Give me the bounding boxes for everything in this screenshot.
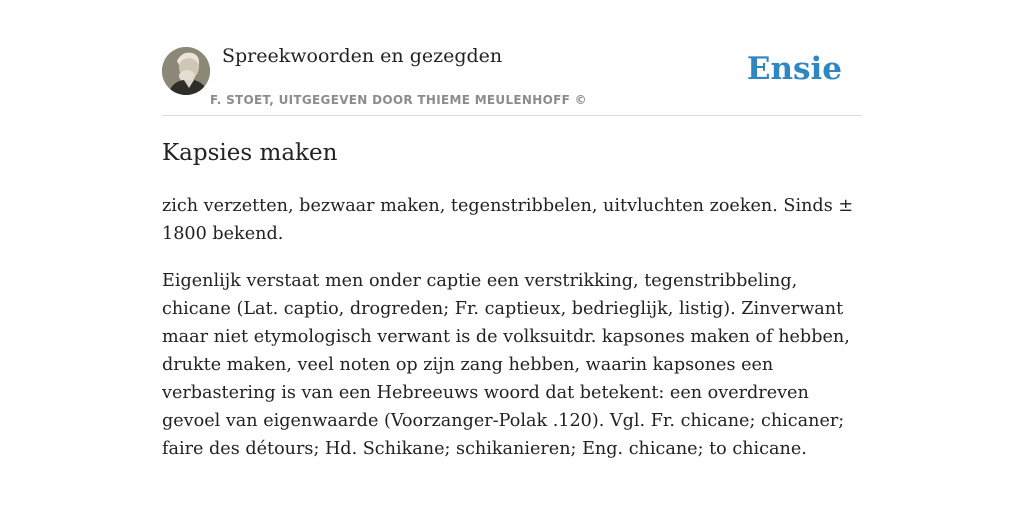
source-credit: F. STOET, UITGEGEVEN DOOR THIEME MEULENHOFF © [210,93,587,107]
header-divider [162,115,862,116]
entry-title: Kapsies maken [162,140,338,166]
entry-card [162,0,862,512]
portrait-image [162,47,210,95]
entry-body [162,192,864,482]
entry-paragraph: Eigenlijk verstaat men onder captie een verstrikking, tegenstribbeling, chicane (Lat. captio, drogreden; Fr. captieux, bedrieglijk, listig). Zinverwant maar niet etymologisch verwant is de volksuitdr. kapsones maken of hebben, drukte maken, veel noten op zijn zang hebben, waarin kapsones een verbastering is van een Hebreeuws woord dat betekent: een overdreven gevoel van eigenwaarde (Voorzanger-Polak .120). Vgl. Fr. chicane; chicaner; faire des détours; Hd. Schikane; schikanieren; Eng. chicane; to chicane. [162,271,850,459]
author-portrait-icon[interactable] [162,47,210,95]
brand-logo[interactable]: Ensie [746,51,842,87]
source-title[interactable]: Spreekwoorden en gezegden [222,45,503,67]
entry-paragraph: zich verzetten, bezwaar maken, tegenstribbelen, uitvluchten zoeken. Sinds ± 1800 bekend. [162,196,854,244]
